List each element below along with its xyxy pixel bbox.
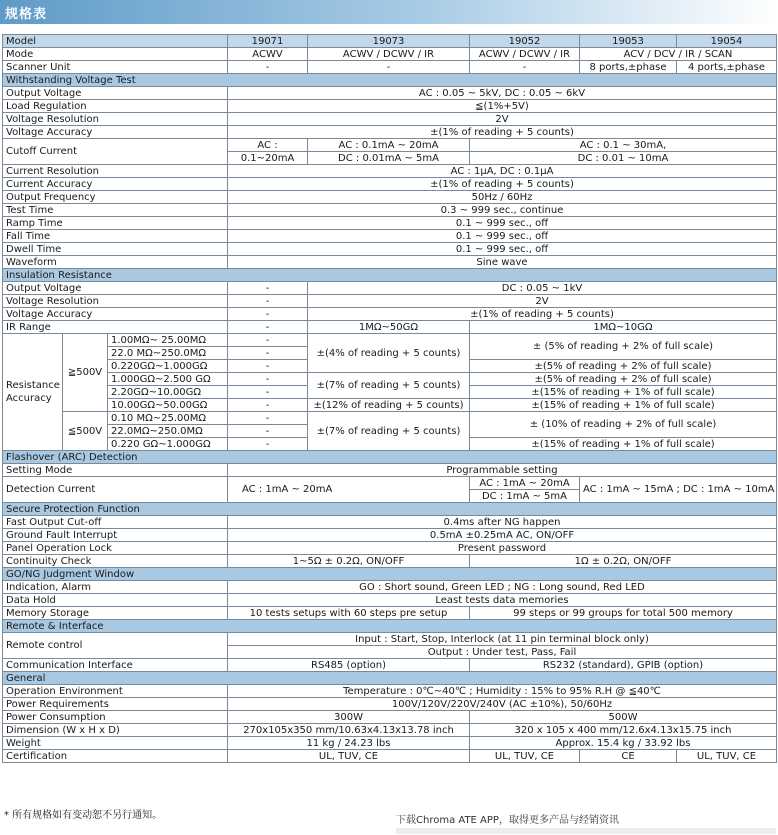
cell: RS485 (option) [228, 659, 470, 672]
model-19054: 19054 [677, 35, 777, 48]
row-label: Ground Fault Interrupt [3, 529, 228, 542]
cell: Temperature : 0℃~40℃ ; Humidity : 15% to 95% R.H @ ≦40℃ [228, 685, 777, 698]
cell: RS232 (standard), GPIB (option) [470, 659, 777, 672]
row-label: Mode [3, 48, 228, 61]
cell: - [470, 61, 580, 74]
row-label: Voltage Resolution [3, 113, 228, 126]
table-row [3, 542, 777, 555]
accuracy-cell: ±(7% of reading + 5 counts) [308, 373, 470, 399]
cell: 320 x 105 x 400 mm/12.6x4.13x15.75 inch [470, 724, 777, 737]
range-cell: 10.00GΩ~50.00GΩ [108, 399, 228, 412]
table-row [3, 750, 777, 763]
row-label: Memory Storage [3, 607, 228, 620]
model-19071: 19071 [228, 35, 308, 48]
cell: - [228, 373, 308, 386]
cell: AC : 0.1 ~ 30mA, [470, 139, 777, 152]
cell: AC : 1mA ~ 20mA [228, 477, 470, 503]
cell: - [228, 399, 308, 412]
row-label: IR Range [3, 321, 228, 334]
cell: 1Ω ± 0.2Ω, ON/OFF [470, 555, 777, 568]
model-19053: 19053 [580, 35, 677, 48]
row-label: Ramp Time [3, 217, 228, 230]
cell: Sine wave [228, 256, 777, 269]
table-row [3, 607, 777, 620]
cell: 1~5Ω ± 0.2Ω, ON/OFF [228, 555, 470, 568]
cell: - [228, 425, 308, 438]
accuracy-cell: ±(15% of reading + 1% of full scale) [470, 386, 777, 399]
cell: - [228, 347, 308, 360]
section-title: General [3, 672, 777, 685]
table-row [3, 87, 777, 100]
table-row [3, 685, 777, 698]
range-cell: 2.20GΩ~10.00GΩ [108, 386, 228, 399]
cell: 0.1~20mA [228, 152, 308, 165]
row-label: Weight [3, 737, 228, 750]
label-line: Resistance [6, 380, 60, 391]
cell: GO : Short sound, Green LED ; NG : Long sound, Red LED [228, 581, 777, 594]
row-label: Panel Operation Lock [3, 542, 228, 555]
table-row [3, 698, 777, 711]
cell: - [308, 61, 470, 74]
accuracy-cell: ±(5% of reading + 2% of full scale) [470, 360, 777, 373]
row-label: Current Accuracy [3, 178, 228, 191]
cell: 4 ports,±phase [677, 61, 777, 74]
row-label: Voltage Accuracy [3, 308, 228, 321]
section-title: GO/NG Judgment Window [3, 568, 777, 581]
label-line: Accuracy [6, 393, 52, 404]
table-row [3, 282, 777, 295]
row-label: Voltage Accuracy [3, 126, 228, 139]
spec-header-bar [0, 0, 778, 24]
row-label: Detection Current [3, 477, 228, 503]
cell: Programmable setting [228, 464, 777, 477]
cell: - [228, 61, 308, 74]
section-arc-detection [3, 451, 777, 464]
cell: CE [580, 750, 677, 763]
row-label: Continuity Check [3, 555, 228, 568]
cell: Input : Start, Stop, Interlock (at 11 pin terminal block only) [228, 633, 777, 646]
table-row [3, 373, 777, 386]
cell: - [228, 295, 308, 308]
cell: Approx. 15.4 kg / 33.92 lbs [470, 737, 777, 750]
cell: 50Hz / 60Hz [228, 191, 777, 204]
cell: AC : 0.1mA ~ 20mA [308, 139, 470, 152]
cell: ACV / DCV / IR / SCAN [580, 48, 777, 61]
cell: 11 kg / 24.23 lbs [228, 737, 470, 750]
mode-row [3, 48, 777, 61]
cell: DC : 0.01mA ~ 5mA [308, 152, 470, 165]
cell: ±(1% of reading + 5 counts) [308, 308, 777, 321]
scanner-row [3, 61, 777, 74]
table-row [3, 529, 777, 542]
range-cell: 1.000GΩ~2.500 GΩ [108, 373, 228, 386]
cell: ACWV / DCWV / IR [470, 48, 580, 61]
cell: 0.3 ~ 999 sec., continue [228, 204, 777, 217]
cell: AC : 1mA ~ 15mA ; DC : 1mA ~ 10mA [580, 477, 777, 503]
table-row [3, 308, 777, 321]
row-label: Fast Output Cut-off [3, 516, 228, 529]
page-title: 规格表 [5, 7, 48, 22]
cell: - [228, 386, 308, 399]
range-cell: 0.220 GΩ~1.000GΩ [108, 438, 228, 451]
cell: DC : 0.05 ~ 1kV [308, 282, 777, 295]
accuracy-cell: ±(4% of reading + 5 counts) [308, 334, 470, 373]
range-cell: 22.0 MΩ~250.0MΩ [108, 347, 228, 360]
cell: - [228, 321, 308, 334]
row-label: Power Requirements [3, 698, 228, 711]
row-label: Cutoff Current [3, 139, 228, 165]
table-row [3, 464, 777, 477]
cell: 0.1 ~ 999 sec., off [228, 230, 777, 243]
table-row [3, 581, 777, 594]
table-row [3, 204, 777, 217]
footnote: * 所有规格如有变动恕不另行通知。 [4, 810, 163, 821]
cell: 8 ports,±phase [580, 61, 677, 74]
section-title: Withstanding Voltage Test [3, 74, 777, 87]
cell: 500W [470, 711, 777, 724]
voltage-group-label: ≧500V [63, 334, 108, 412]
row-label: Operation Environment [3, 685, 228, 698]
cell: 1MΩ~50GΩ [308, 321, 470, 334]
spec-table [2, 34, 777, 763]
cell: Output : Under test, Pass, Fail [228, 646, 777, 659]
range-cell: 22.0MΩ~250.0MΩ [108, 425, 228, 438]
cell: UL, TUV, CE [677, 750, 777, 763]
row-label: Current Resolution [3, 165, 228, 178]
cell: - [228, 282, 308, 295]
cell: ACWV [228, 48, 308, 61]
table-row [3, 737, 777, 750]
model-19052: 19052 [470, 35, 580, 48]
range-cell: 0.10 MΩ~25.00MΩ [108, 412, 228, 425]
accuracy-cell: ±(15% of reading + 1% of full scale) [470, 399, 777, 412]
section-secure-protection [3, 503, 777, 516]
range-cell: 1.00MΩ~ 25.00MΩ [108, 334, 228, 347]
section-gong-judgment [3, 568, 777, 581]
table-row [3, 594, 777, 607]
table-row [3, 126, 777, 139]
section-title: Flashover (ARC) Detection [3, 451, 777, 464]
cell: 1MΩ~10GΩ [470, 321, 777, 334]
cell: Present password [228, 542, 777, 555]
table-row [3, 633, 777, 646]
cell: ±(1% of reading + 5 counts) [228, 178, 777, 191]
table-row [3, 217, 777, 230]
cell: ACWV / DCWV / IR [308, 48, 470, 61]
row-label: Load Regulation [3, 100, 228, 113]
table-row [3, 399, 777, 412]
model-19073: 19073 [308, 35, 470, 48]
cell: AC : 1μA, DC : 0.1μA [228, 165, 777, 178]
table-row [3, 243, 777, 256]
table-row [3, 295, 777, 308]
row-label: Setting Mode [3, 464, 228, 477]
cell: UL, TUV, CE [228, 750, 470, 763]
row-label: Output Voltage [3, 282, 228, 295]
table-row [3, 100, 777, 113]
table-row [3, 178, 777, 191]
row-label: Remote control [3, 633, 228, 659]
cell: ≦(1%+5V) [228, 100, 777, 113]
table-row [3, 113, 777, 126]
cell: - [228, 412, 308, 425]
voltage-group-label: ≦500V [63, 412, 108, 451]
accuracy-cell: ±(7% of reading + 5 counts) [308, 412, 470, 451]
row-label: Indication, Alarm [3, 581, 228, 594]
row-label: Test Time [3, 204, 228, 217]
section-insulation-resistance [3, 269, 777, 282]
row-label: Dwell Time [3, 243, 228, 256]
model-row [3, 35, 777, 48]
row-label: Certification [3, 750, 228, 763]
accuracy-cell: ±(5% of reading + 2% of full scale) [470, 373, 777, 386]
row-label: Power Consumption [3, 711, 228, 724]
accuracy-cell: ± (10% of reading + 2% of full scale) [470, 412, 777, 438]
accuracy-cell: ±(15% of reading + 1% of full scale) [470, 438, 777, 451]
table-row [3, 191, 777, 204]
row-label: Dimension (W x H x D) [3, 724, 228, 737]
cell: 0.1 ~ 999 sec., off [228, 217, 777, 230]
table-row [3, 711, 777, 724]
table-row [3, 659, 777, 672]
row-label: Waveform [3, 256, 228, 269]
cell: AC : 0.05 ~ 5kV, DC : 0.05 ~ 6kV [228, 87, 777, 100]
download-bar [396, 828, 776, 834]
table-row [3, 321, 777, 334]
cell: 0.5mA ±0.25mA AC, ON/OFF [228, 529, 777, 542]
cell: Least tests data memories [228, 594, 777, 607]
table-row [3, 334, 777, 347]
cell: 300W [228, 711, 470, 724]
section-remote-interface [3, 620, 777, 633]
cell: 0.4ms after NG happen [228, 516, 777, 529]
download-app-link[interactable]: 下载Chroma ATE APP，取得更多产品与经销资讯 [396, 815, 619, 826]
table-row [3, 230, 777, 243]
section-title: Secure Protection Function [3, 503, 777, 516]
table-row [3, 555, 777, 568]
cell: - [228, 438, 308, 451]
cell: - [228, 360, 308, 373]
table-row [3, 165, 777, 178]
cell: AC : [228, 139, 308, 152]
resistance-accuracy-label [3, 334, 63, 451]
section-title: Remote & Interface [3, 620, 777, 633]
table-row [3, 516, 777, 529]
table-row [3, 256, 777, 269]
row-label: Data Hold [3, 594, 228, 607]
row-label: Output Voltage [3, 87, 228, 100]
section-title: Insulation Resistance [3, 269, 777, 282]
accuracy-cell: ± (5% of reading + 2% of full scale) [470, 334, 777, 360]
table-row [3, 724, 777, 737]
table-row [3, 139, 777, 152]
cell: DC : 1mA ~ 5mA [470, 490, 580, 503]
cell: UL, TUV, CE [470, 750, 580, 763]
cell: ±(1% of reading + 5 counts) [228, 126, 777, 139]
cell: 2V [308, 295, 777, 308]
row-label: Voltage Resolution [3, 295, 228, 308]
cell: 2V [228, 113, 777, 126]
table-row [3, 412, 777, 425]
cell: - [228, 308, 308, 321]
row-label: Fall Time [3, 230, 228, 243]
row-label: Scanner Unit [3, 61, 228, 74]
accuracy-cell: ±(12% of reading + 5 counts) [308, 399, 470, 412]
cell: 10 tests setups with 60 steps pre setup [228, 607, 470, 620]
cell: DC : 0.01 ~ 10mA [470, 152, 777, 165]
cell: 270x105x350 mm/10.63x4.13x13.78 inch [228, 724, 470, 737]
row-label: Output Frequency [3, 191, 228, 204]
cell: 99 steps or 99 groups for total 500 memory [470, 607, 777, 620]
cell: - [228, 334, 308, 347]
range-cell: 0.220GΩ~1.000GΩ [108, 360, 228, 373]
cell: 0.1 ~ 999 sec., off [228, 243, 777, 256]
cell: 100V/120V/220V/240V (AC ±10%), 50/60Hz [228, 698, 777, 711]
row-label: Model [3, 35, 228, 48]
cell: AC : 1mA ~ 20mA [470, 477, 580, 490]
section-withstanding-voltage [3, 74, 777, 87]
section-general [3, 672, 777, 685]
table-row [3, 477, 777, 490]
row-label: Communication Interface [3, 659, 228, 672]
